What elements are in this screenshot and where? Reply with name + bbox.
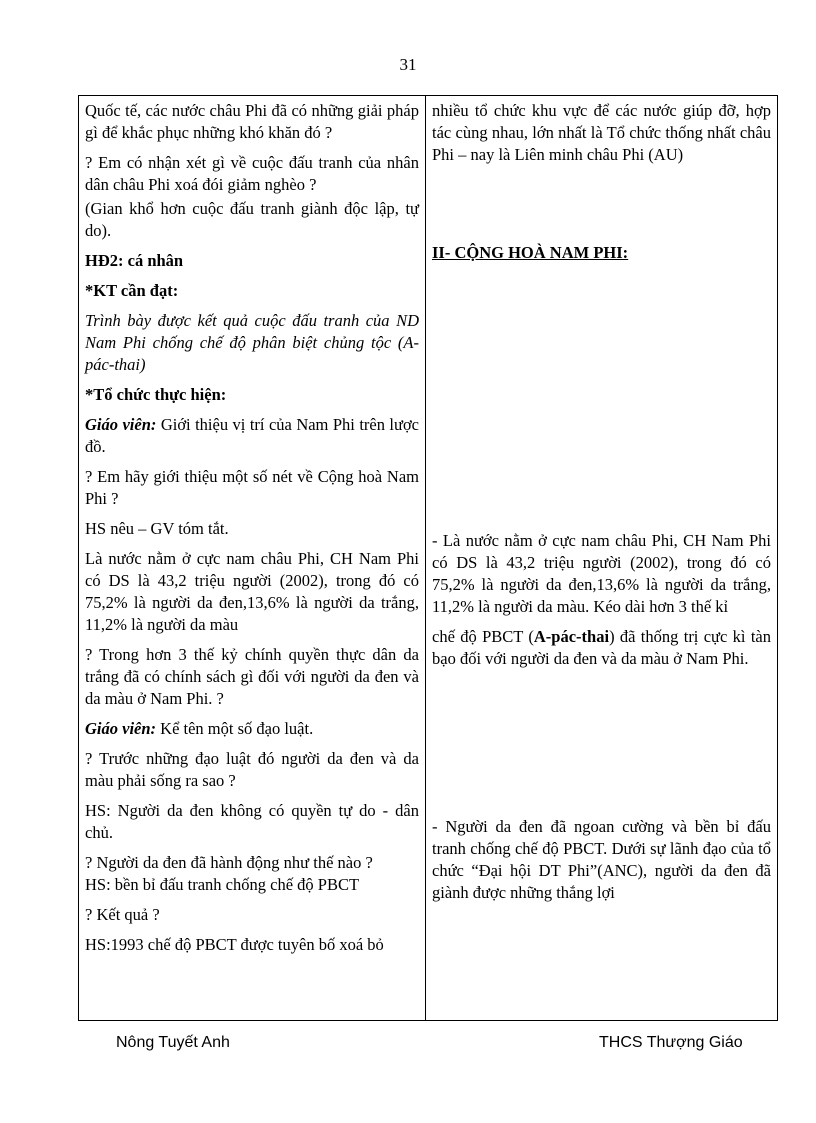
apartheid-text-a: chế độ PBCT (: [432, 627, 534, 646]
teacher-text: Kể tên một số đạo luật.: [156, 719, 314, 738]
south-africa-info: Là nước nằm ở cực nam châu Phi, CH Nam Phi có DS là 43,2 triệu người (2002), trong đó có 75,2% là người da đen,13,6% là người da trắng, 11,2% là người da màu: [85, 549, 419, 634]
question-south-africa: ? Em hãy giới thiệu một số nét về Cộng hoà Nam Phi ?: [85, 467, 419, 508]
teacher-label: Giáo viên:: [85, 719, 157, 738]
knowledge-heading: *KT cần đạt:: [85, 281, 179, 300]
knowledge-text: Trình bày được kết quả cuộc đấu tranh của ND Nam Phi chống chế độ phân biệt chủng tộc (A-pác-thai): [85, 311, 419, 374]
question-actions: ? Người da đen đã hành động như thế nào ?: [85, 853, 373, 872]
activity-heading: HĐ2: cá nhân: [85, 251, 184, 270]
right-apartheid-text: [432, 626, 771, 670]
student-answer-3: HS: bền bỉ đấu tranh chống chế độ PBCT: [85, 875, 360, 894]
left-question-assessment: ? Em có nhận xét gì về cuộc đấu tranh của nhân dân châu Phi xoá đói giảm nghèo ?: [85, 153, 419, 194]
left-question-solutions: Quốc tế, các nước châu Phi đã có những giải pháp gì để khắc phục những khó khăn đó ?: [85, 101, 419, 142]
lesson-table: [78, 95, 778, 1021]
question-result: ? Kết quả ?: [85, 905, 160, 924]
student-answer-4: HS:1993 chế độ PBCT được tuyên bố xoá bỏ: [85, 935, 384, 954]
teacher-text: Giới thiệu vị trí của Nam Phi trên lược đồ.: [85, 415, 420, 456]
question-colonial-policy: ? Trong hơn 3 thế kỷ chính quyền thực dân da trắng đã có chính sách gì đối với người da đen và da màu ở Nam Phi. ?: [85, 645, 419, 708]
left-answer-assessment: (Gian khổ hơn cuộc đấu tranh giành độc lập, tự do).: [85, 199, 419, 240]
apartheid-text-b: ) đã thống trị cực kì tàn bạo đối với người da đen và da màu ở Nam Phi.: [432, 627, 771, 668]
teacher-instruction-2: [85, 718, 419, 740]
section-heading-south-africa: II- CỘNG HOÀ NAM PHI:: [432, 243, 629, 262]
apartheid-term: A-pác-thai: [533, 627, 610, 646]
teacher-student-activity-column: [79, 96, 426, 1020]
teacher-instruction-1: [85, 414, 419, 458]
student-answer-1: HS nêu – GV tóm tắt.: [85, 519, 229, 538]
right-struggle-text: - Người da đen đã ngoan cường và bền bỉ đấu tranh chống chế độ PBCT. Dưới sự lãnh đạo của tổ chức “Đại hội DT Phi”(ANC), người da đen đã giành được những thắng lợi: [432, 817, 771, 902]
page-number: 31: [399, 55, 417, 74]
teacher-label: Giáo viên:: [85, 415, 157, 434]
organization-heading: *Tổ chức thực hiện:: [85, 385, 227, 404]
question-living-conditions: ? Trước những đạo luật đó người da đen và da màu phải sống ra sao ?: [85, 749, 419, 790]
content-column: [426, 96, 777, 1020]
footer-author: Nông Tuyết Anh: [116, 1034, 230, 1051]
student-answer-2: HS: Người da đen không có quyền tự do - dân chủ.: [85, 801, 419, 842]
right-au-text: nhiều tổ chức khu vực để các nước giúp đỡ, hợp tác cùng nhau, lớn nhất là Tổ chức thống nhất châu Phi – nay là Liên minh châu Phi (AU): [432, 101, 771, 164]
footer-school: THCS Thượng Giáo: [599, 1034, 743, 1051]
right-south-africa-info: - Là nước nằm ở cực nam châu Phi, CH Nam Phi có DS là 43,2 triệu người (2002), trong đó có 75,2% là người da đen,13,6% là người da trắng, 11,2% là người da màu. Kéo dài hơn 3 thế kỉ: [432, 531, 771, 616]
